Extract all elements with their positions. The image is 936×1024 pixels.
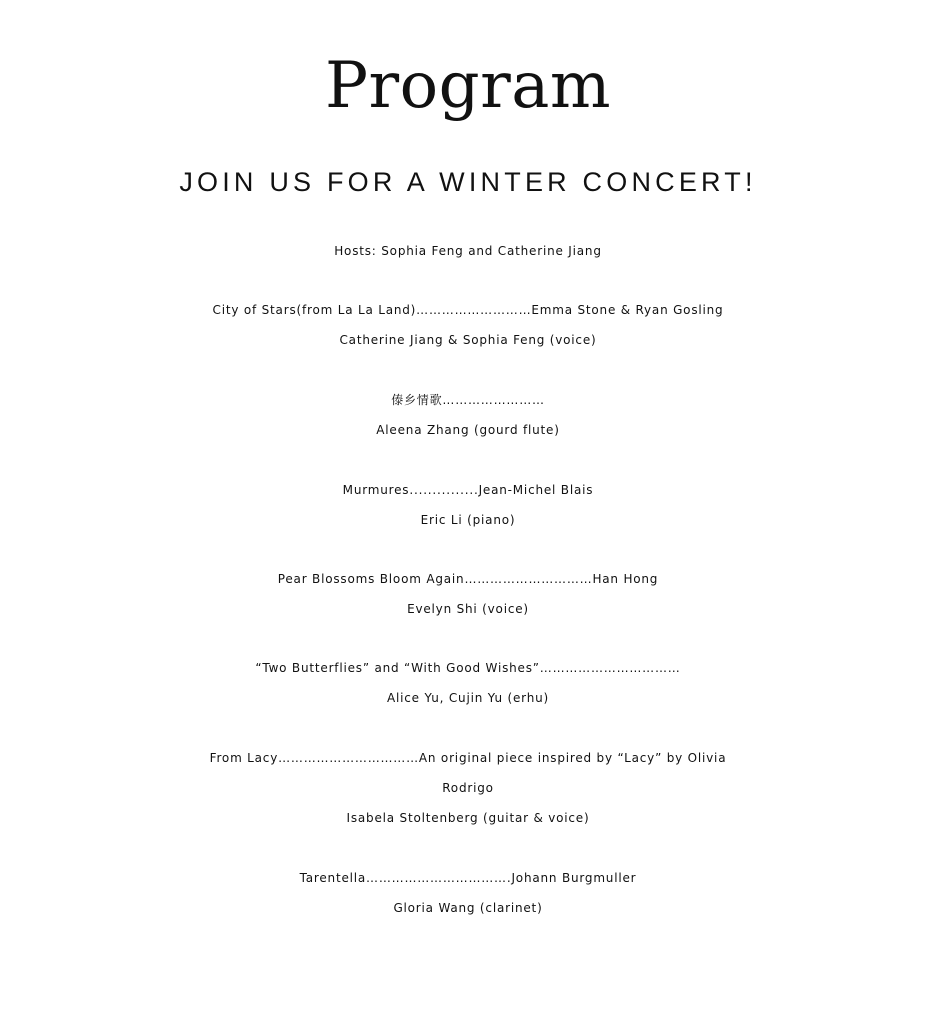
program-performer-6: Isabela Stoltenberg (guitar & voice) — [346, 811, 590, 825]
program-piece-2: 傣乡情歌…………………… — [391, 393, 545, 407]
program-piece-6-cont: Rodrigo — [442, 781, 494, 795]
program-piece-4: Pear Blossoms Bloom Again…………………………Han Hong — [277, 572, 659, 586]
program-piece-6: From Lacy……………………………An original piece inspired by “Lacy” by Olivia — [209, 751, 727, 765]
page-title: Program — [324, 49, 612, 123]
concert-subtitle: JOIN US FOR A WINTER CONCERT! — [179, 167, 757, 197]
program-piece-1: City of Stars(from La La Land)………………………Emma Stone & Ryan Gosling — [212, 303, 724, 317]
program-performer-1: Catherine Jiang & Sophia Feng (voice) — [339, 333, 597, 347]
program-performer-5: Alice Yu, Cujin Yu (erhu) — [387, 691, 549, 705]
hosts-line: Hosts: Sophia Feng and Catherine Jiang — [334, 244, 602, 258]
program-piece-5: “Two Butterflies” and “With Good Wishes”…………………………… — [255, 661, 681, 675]
program-piece-7: Tarentella…………………………….Johann Burgmuller — [299, 871, 637, 885]
program-performer-2: Aleena Zhang (gourd flute) — [376, 423, 560, 437]
program-performer-4: Evelyn Shi (voice) — [407, 602, 529, 616]
program-piece-3: Murmures...............Jean-Michel Blais — [342, 483, 594, 497]
program-performer-3: Eric Li (piano) — [420, 513, 516, 527]
program-performer-7: Gloria Wang (clarinet) — [393, 901, 543, 915]
